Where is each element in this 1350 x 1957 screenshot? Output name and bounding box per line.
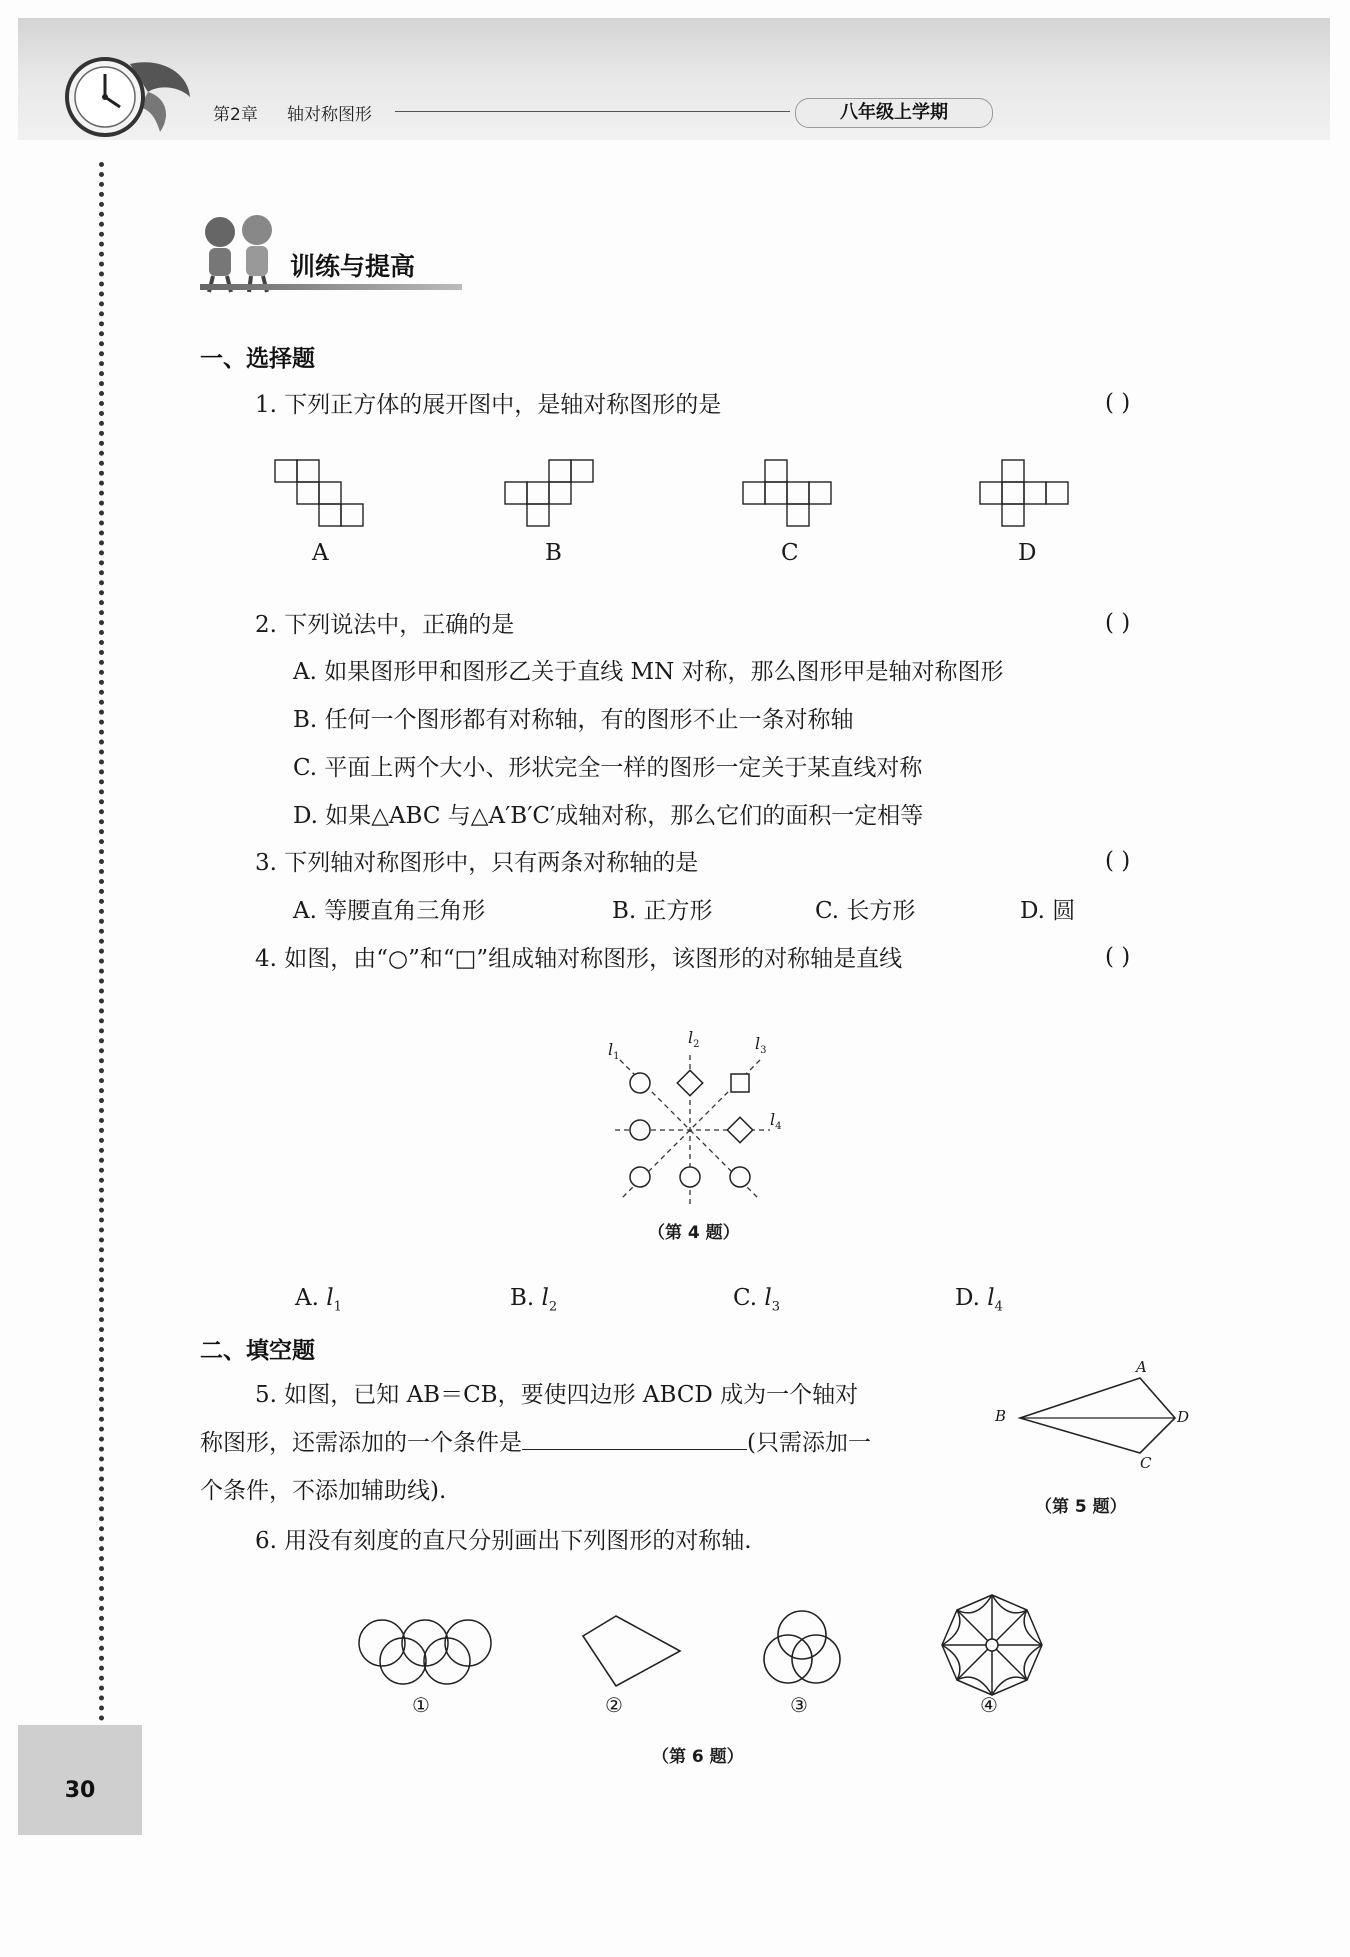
q4-figure-caption: （第 4 题） xyxy=(648,1223,740,1243)
banner-underline xyxy=(200,284,462,290)
section-title: 训练与提高 xyxy=(290,252,416,281)
q1-label-b: B xyxy=(545,540,562,566)
q2-text: 2. 下列说法中，正确的是 xyxy=(255,612,515,638)
clock-logo-icon xyxy=(60,52,195,142)
q2-option-a: A. 如果图形甲和图形乙关于直线 MN 对称，那么图形甲是轴对称图形 xyxy=(293,659,1004,685)
q1-net-a xyxy=(275,460,371,528)
q6-figure-caption: （第 6 题） xyxy=(652,1747,744,1767)
header-chapter: 第2章 xyxy=(213,105,258,125)
q4-line-label-1: $l_1$ xyxy=(608,1040,620,1063)
q5-line3: 个条件，不添加辅助线). xyxy=(200,1478,447,1504)
q6-label-1: ① xyxy=(412,1693,430,1717)
part2-title: 二、填空题 xyxy=(200,1338,315,1364)
q6-figure-triquetra xyxy=(760,1605,845,1690)
q3-option-d: D. 圆 xyxy=(1020,898,1076,924)
q4-answer-paren: ( ) xyxy=(1105,944,1131,970)
q5-line1: 5. 如图，已知 AB＝CB，要使四边形 ABCD 成为一个轴对 xyxy=(255,1382,859,1408)
q5-vertex-c: C xyxy=(1140,1454,1152,1472)
q1-net-c xyxy=(743,460,839,528)
q6-label-4: ④ xyxy=(980,1693,998,1717)
q1-net-d xyxy=(980,460,1076,528)
q1-label-a: A xyxy=(312,540,329,566)
q2-answer-paren: ( ) xyxy=(1105,610,1131,636)
grade-badge: 八年级上学期 xyxy=(795,98,993,128)
part1-title: 一、选择题 xyxy=(200,346,315,372)
q4-option-c: C. $l_3$ xyxy=(733,1285,781,1315)
q4-option-b: B. $l_2$ xyxy=(510,1285,558,1315)
q1-answer-paren: ( ) xyxy=(1105,390,1131,416)
q1-text: 1. 下列正方体的展开图中，是轴对称图形的是 xyxy=(255,392,722,418)
binding-dotted-line xyxy=(99,162,104,1722)
q4-text: 4. 如图，由“○”和“□”组成轴对称图形，该图形的对称轴是直线 xyxy=(255,946,903,972)
q5-answer-blank[interactable] xyxy=(522,1429,747,1450)
header-rule xyxy=(395,111,790,112)
q5-line2: 称图形，还需添加的一个条件是 (只需添加一 xyxy=(200,1430,871,1456)
q6-figure-olympic-rings xyxy=(355,1618,495,1688)
q6-figure-umbrella xyxy=(937,1590,1047,1700)
q5-vertex-b: B xyxy=(995,1407,1007,1425)
page-number: 30 xyxy=(64,1778,96,1803)
q6-figure-kite xyxy=(580,1613,685,1688)
q3-text: 3. 下列轴对称图形中，只有两条对称轴的是 xyxy=(255,850,699,876)
q1-net-b xyxy=(505,460,601,528)
q6-label-3: ③ xyxy=(790,1693,808,1717)
q1-label-c: C xyxy=(781,540,799,566)
q3-option-b: B. 正方形 xyxy=(612,898,713,924)
q2-option-b: B. 任何一个图形都有对称轴，有的图形不止一条对称轴 xyxy=(293,707,854,733)
q3-option-c: C. 长方形 xyxy=(815,898,916,924)
q1-label-d: D xyxy=(1018,540,1037,566)
q5-figure-caption: （第 5 题） xyxy=(1035,1497,1127,1517)
q2-option-d: D. 如果△ABC 与△A′B′C′成轴对称，那么它们的面积一定相等 xyxy=(293,803,924,829)
q4-line-label-2: $l_2$ xyxy=(688,1028,700,1051)
q4-line-label-3: $l_3$ xyxy=(755,1034,767,1057)
q6-label-2: ② xyxy=(605,1693,623,1717)
q4-option-a: A. $l_1$ xyxy=(295,1285,342,1315)
children-mascot-icon xyxy=(195,210,285,295)
q6-text: 6. 用没有刻度的直尺分别画出下列图形的对称轴. xyxy=(255,1528,752,1554)
q5-vertex-d: D xyxy=(1177,1408,1190,1426)
q5-vertex-a: A xyxy=(1136,1358,1147,1376)
q3-option-a: A. 等腰直角三角形 xyxy=(293,898,486,924)
header-chapter-title: 轴对称图形 xyxy=(287,105,372,125)
q2-option-c: C. 平面上两个大小、形状完全一样的图形一定关于某直线对称 xyxy=(293,755,923,781)
q4-option-d: D. $l_4$ xyxy=(955,1285,1003,1315)
q4-line-label-4: $l_4$ xyxy=(770,1110,782,1133)
q3-answer-paren: ( ) xyxy=(1105,848,1131,874)
q5-kite-figure xyxy=(1000,1368,1190,1478)
